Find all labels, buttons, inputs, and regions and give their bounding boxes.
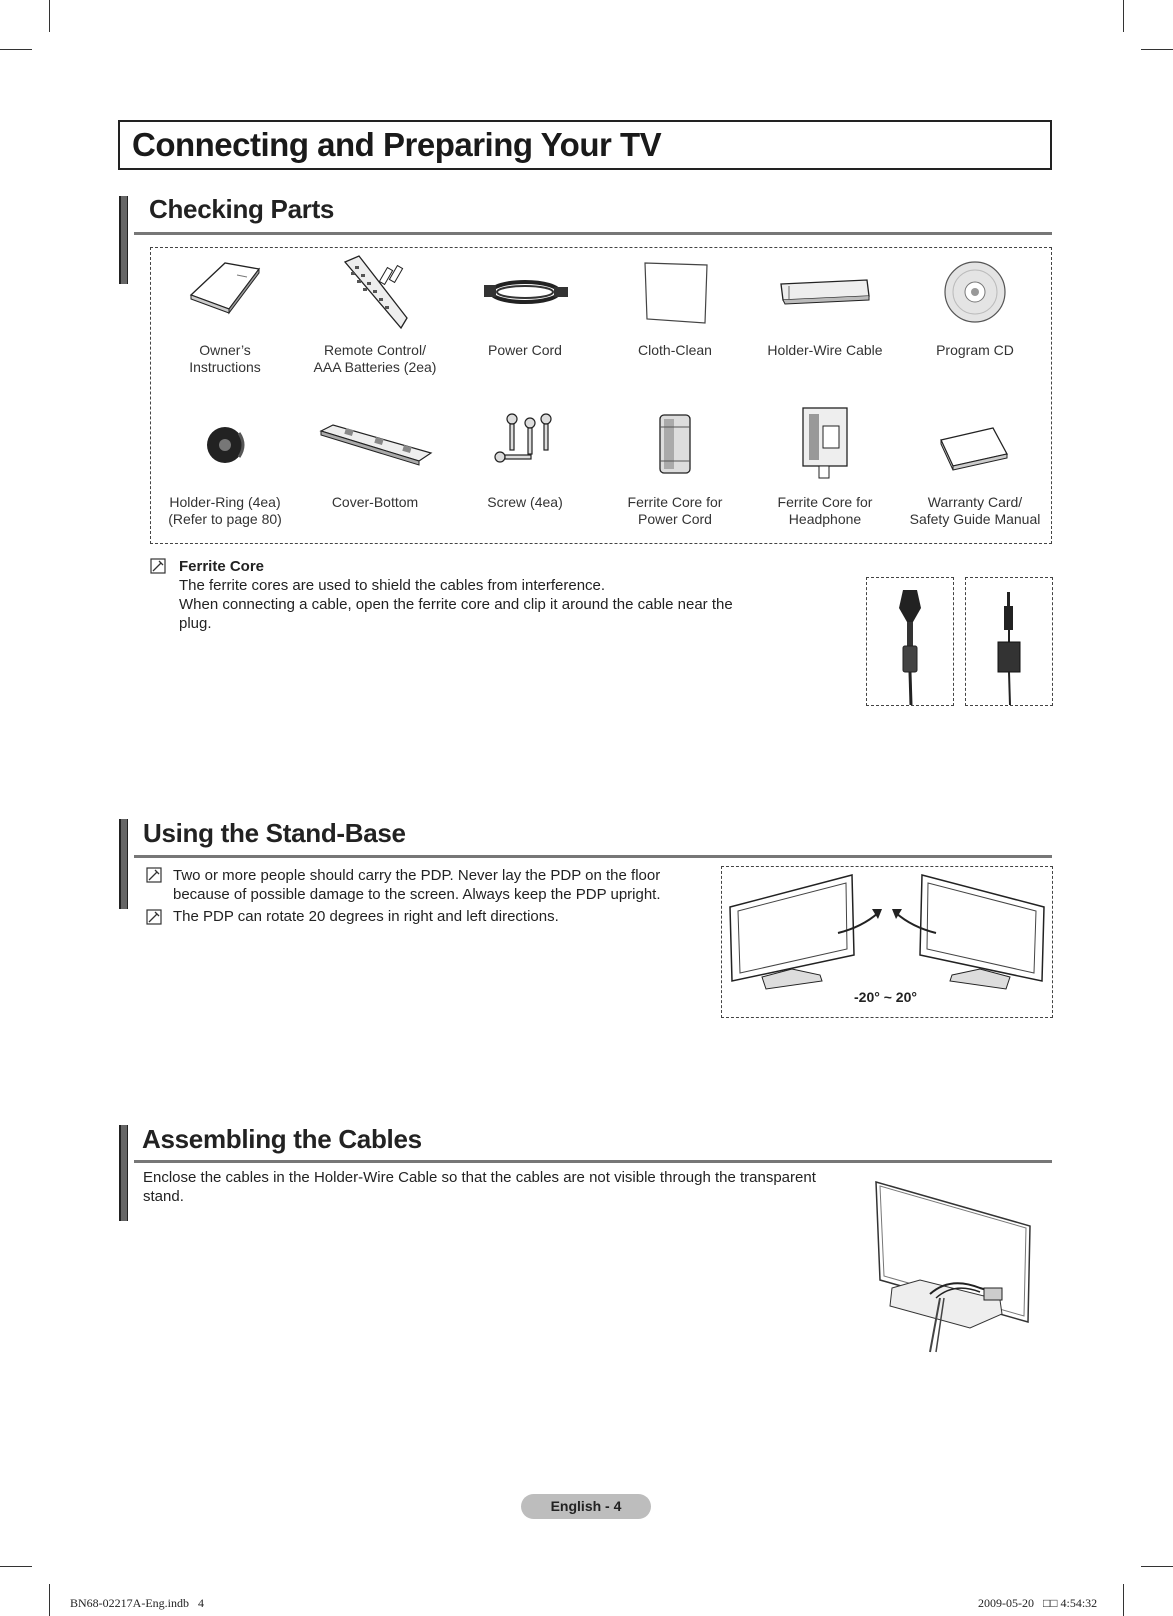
cables-title: Assembling the Cables [142, 1124, 422, 1154]
page-title: Connecting and Preparing Your TV [132, 126, 662, 163]
part-remote-control [302, 252, 448, 376]
ferrite-headphone-icon [795, 404, 855, 484]
crop-mark [49, 0, 50, 32]
part-label: Ferrite Core for Power Cord [627, 494, 723, 527]
cables-text-line: Enclose the cables in the Holder-Wire Cable so that the cables are not visible through the transparent [143, 1169, 816, 1186]
part-cloth-clean [602, 252, 748, 359]
part-holder-ring [152, 404, 298, 528]
part-label: Holder-Wire Cable [767, 342, 883, 358]
stand-note-line: Two or more people should carry the PDP. Never lay the PDP on the floor [173, 867, 661, 884]
part-warranty-card [902, 404, 1048, 528]
section-bar [119, 1125, 128, 1221]
ferrite-power-illustration [866, 577, 954, 706]
file-slug: BN68-02217A-Eng.indb 4 [70, 1596, 204, 1610]
crop-mark [1123, 0, 1124, 32]
holder-wire-icon [775, 272, 875, 312]
part-label: Cover-Bottom [331, 494, 419, 510]
crop-mark [0, 49, 32, 50]
note-icon [146, 867, 162, 883]
stand-note-line: The PDP can rotate 20 degrees in right and left directions. [173, 908, 559, 925]
power-cord-icon [480, 267, 570, 317]
page-number: English - 4 [550, 1498, 622, 1514]
part-label: Owner’s Instructions [189, 342, 261, 375]
screw-icon [490, 409, 560, 479]
section-bar [119, 196, 128, 284]
note-icon [146, 909, 162, 925]
section-bar [119, 819, 128, 909]
part-holder-wire-cable [752, 252, 898, 359]
stand-note-line: because of possible damage to the screen. Always keep the PDP upright. [173, 886, 661, 903]
rotation-label: -20° ~ 20° [854, 989, 917, 1005]
cd-icon [940, 257, 1010, 327]
section-rule [134, 855, 1052, 858]
part-label: Ferrite Core for Headphone [777, 494, 873, 527]
page-title-box [118, 120, 1052, 170]
part-program-cd [902, 252, 1048, 359]
ferrite-note-heading: Ferrite Core [179, 558, 265, 575]
note-icon [150, 558, 166, 574]
rotation-illustration [721, 866, 1053, 1018]
ferrite-note-line: When connecting a cable, open the ferrite core and clip it around the cable near the [179, 596, 733, 613]
section-rule [134, 1160, 1052, 1163]
crop-mark [49, 1584, 50, 1616]
jack-with-ferrite-icon [966, 578, 1052, 705]
part-label: Warranty Card/ Safety Guide Manual [909, 494, 1041, 527]
part-power-cord [452, 252, 598, 359]
ferrite-note-line: The ferrite cores are used to shield the cables from interference. [179, 577, 606, 594]
ferrite-note-line: plug. [179, 615, 212, 632]
crop-mark [1123, 1584, 1124, 1616]
warranty-card-icon [935, 414, 1015, 474]
part-label: Screw (4ea) [487, 494, 563, 510]
part-cover-bottom [302, 404, 448, 511]
stand-base-title: Using the Stand-Base [143, 818, 406, 848]
cover-bottom-icon [315, 419, 435, 469]
part-label: Holder-Ring (4ea) (Refer to page 80) [168, 494, 282, 527]
page-number-badge [521, 1494, 651, 1519]
part-label: Program CD [936, 342, 1014, 358]
crop-mark [1141, 1566, 1173, 1567]
crop-mark [0, 1566, 32, 1567]
plug-with-ferrite-icon [867, 578, 953, 705]
print-timestamp: 2009-05-20 □□ 4:54:32 [978, 1596, 1098, 1610]
part-ferrite-core-headphone [752, 404, 898, 528]
cloth-icon [635, 257, 715, 327]
holder-ring-icon [195, 419, 255, 469]
crop-mark [1141, 49, 1173, 50]
part-label: Cloth-Clean [638, 342, 712, 358]
ferrite-headphone-illustration [965, 577, 1053, 706]
part-label: Remote Control/ AAA Batteries (2ea) [313, 342, 437, 375]
part-ferrite-core-power [602, 404, 748, 528]
checking-parts-title: Checking Parts [149, 194, 335, 224]
part-label: Power Cord [488, 342, 562, 358]
manual-icon [185, 257, 265, 327]
part-owners-instructions [152, 252, 298, 376]
cables-text-line: stand. [143, 1188, 184, 1205]
ferrite-power-icon [650, 407, 700, 481]
part-screw [452, 404, 598, 511]
remote-icon [325, 252, 425, 332]
cable-holder-illustration [870, 1176, 1040, 1356]
section-rule [134, 232, 1052, 235]
